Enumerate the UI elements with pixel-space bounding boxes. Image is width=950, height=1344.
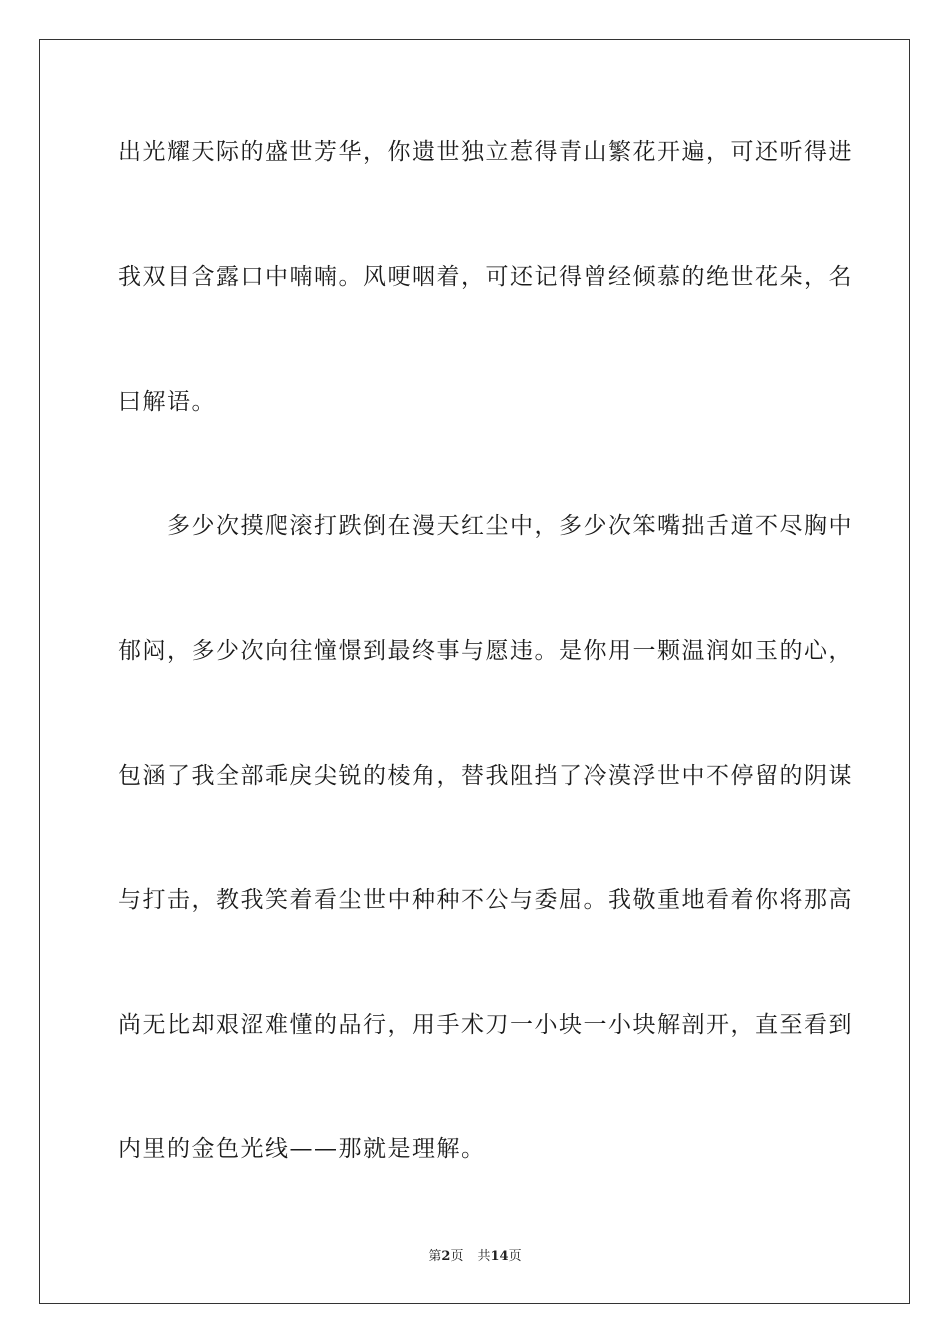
text-line: 我双目含露口中喃喃。风哽咽着，可还记得曾经倾慕的绝世花朵，名 xyxy=(118,264,853,290)
page-border xyxy=(39,39,910,1304)
text-line: 尚无比却艰涩难懂的品行，用手术刀一小块一小块解剖开，直至看到 xyxy=(118,1012,853,1038)
text-line: 郁闷，多少次向往憧憬到最终事与愿违。是你用一颗温润如玉的心， xyxy=(118,638,853,664)
total-suffix: 页 xyxy=(508,1249,522,1264)
total-prefix: 共 xyxy=(477,1249,491,1264)
text-line: 与打击，教我笑着看尘世中种种不公与委屈。我敬重地看着你将那高 xyxy=(118,887,853,913)
page-footer xyxy=(0,1248,950,1266)
page-suffix: 页 xyxy=(450,1249,464,1264)
page-number: 2 xyxy=(441,1249,451,1264)
text-line: 包涵了我全部乖戾尖锐的棱角，替我阻挡了冷漠浮世中不停留的阴谋 xyxy=(118,763,853,789)
page-prefix: 第 xyxy=(428,1249,442,1264)
text-line: 多少次摸爬滚打跌倒在漫天红尘中，多少次笨嘴拙舌道不尽胸中 xyxy=(118,513,853,539)
text-line: 曰解语。 xyxy=(118,389,216,415)
total-pages: 14 xyxy=(490,1249,509,1264)
text-line: 出光耀天际的盛世芳华，你遗世独立惹得青山繁花开遍，可还听得进 xyxy=(118,139,853,165)
text-line: 内里的金色光线——那就是理解。 xyxy=(118,1136,486,1162)
